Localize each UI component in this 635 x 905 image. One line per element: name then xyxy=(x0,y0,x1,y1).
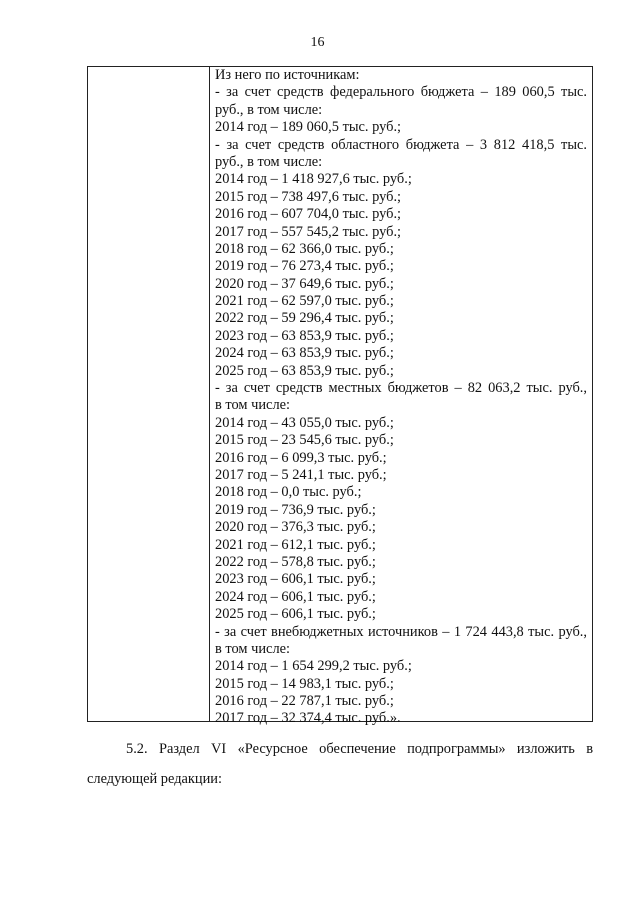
table-left-cell xyxy=(88,67,210,721)
table-line: 2014 год – 1 654 299,2 тыс. руб.; xyxy=(215,658,412,675)
table-line: 2025 год – 63 853,9 тыс. руб.; xyxy=(215,362,394,379)
table-line: руб., в том числе: xyxy=(215,153,323,170)
table-line: 2016 год – 607 704,0 тыс. руб.; xyxy=(215,206,402,223)
table-line: 2019 год – 736,9 тыс. руб.; xyxy=(215,501,376,518)
table-line: 2017 год – 557 545,2 тыс. руб.; xyxy=(215,223,402,240)
table-line: 2015 год – 14 983,1 тыс. руб.; xyxy=(215,675,394,692)
table-line: 2017 год – 32 374,4 тыс. руб.». xyxy=(215,710,401,727)
table-line: 2017 год – 5 241,1 тыс. руб.; xyxy=(215,466,387,483)
table-line: 2022 год – 59 296,4 тыс. руб.; xyxy=(215,310,394,327)
table-line: руб., в том числе: xyxy=(215,101,323,118)
table-line: 2024 год – 63 853,9 тыс. руб.; xyxy=(215,345,394,362)
table-line: 2016 год – 6 099,3 тыс. руб.; xyxy=(215,449,387,466)
table-line: 2020 год – 37 649,6 тыс. руб.; xyxy=(215,275,394,292)
table-line: - за счет средств федерального бюджета – 189 060,5 тыс. xyxy=(215,84,587,101)
table-line: - за счет средств областного бюджета – 3 812 418,5 тыс. xyxy=(215,136,587,153)
table-line: 2014 год – 189 060,5 тыс. руб.; xyxy=(215,119,402,136)
table-line: 2022 год – 578,8 тыс. руб.; xyxy=(215,553,376,570)
table-line: 2015 год – 738 497,6 тыс. руб.; xyxy=(215,188,402,205)
table-line: в том числе: xyxy=(215,640,291,657)
paragraph-line-2: следующей редакции: xyxy=(87,771,222,787)
table-line: - за счет внебюджетных источников – 1 724 443,8 тыс. руб., xyxy=(215,623,587,640)
table-line: 2025 год – 606,1 тыс. руб.; xyxy=(215,606,376,623)
table-line: 2016 год – 22 787,1 тыс. руб.; xyxy=(215,693,394,710)
table-line: 2021 год – 612,1 тыс. руб.; xyxy=(215,536,376,553)
table-right-cell xyxy=(215,67,587,727)
table-line: в том числе: xyxy=(215,397,291,414)
table-line: 2023 год – 63 853,9 тыс. руб.; xyxy=(215,327,394,344)
table-line: 2018 год – 62 366,0 тыс. руб.; xyxy=(215,240,394,257)
table-line: 2018 год – 0,0 тыс. руб.; xyxy=(215,484,362,501)
resource-table xyxy=(87,66,593,727)
table-line: 2023 год – 606,1 тыс. руб.; xyxy=(215,571,376,588)
table-line: 2019 год – 76 273,4 тыс. руб.; xyxy=(215,258,394,275)
table-line: - за счет средств местных бюджетов – 82 063,2 тыс. руб., xyxy=(215,380,587,397)
table-line: 2024 год – 606,1 тыс. руб.; xyxy=(215,588,376,605)
table-line: 2020 год – 376,3 тыс. руб.; xyxy=(215,519,376,536)
table-line: 2014 год – 1 418 927,6 тыс. руб.; xyxy=(215,171,412,188)
table-line: 2015 год – 23 545,6 тыс. руб.; xyxy=(215,432,394,449)
page-number: 16 xyxy=(310,35,325,50)
table-line: 2021 год – 62 597,0 тыс. руб.; xyxy=(215,293,394,310)
table-line: 2014 год – 43 055,0 тыс. руб.; xyxy=(215,414,394,431)
paragraph-line-1: 5.2. Раздел VI «Ресурсное обеспечение подпрограммы» изложить в xyxy=(126,741,593,757)
table-line: Из него по источникам: xyxy=(215,67,360,83)
